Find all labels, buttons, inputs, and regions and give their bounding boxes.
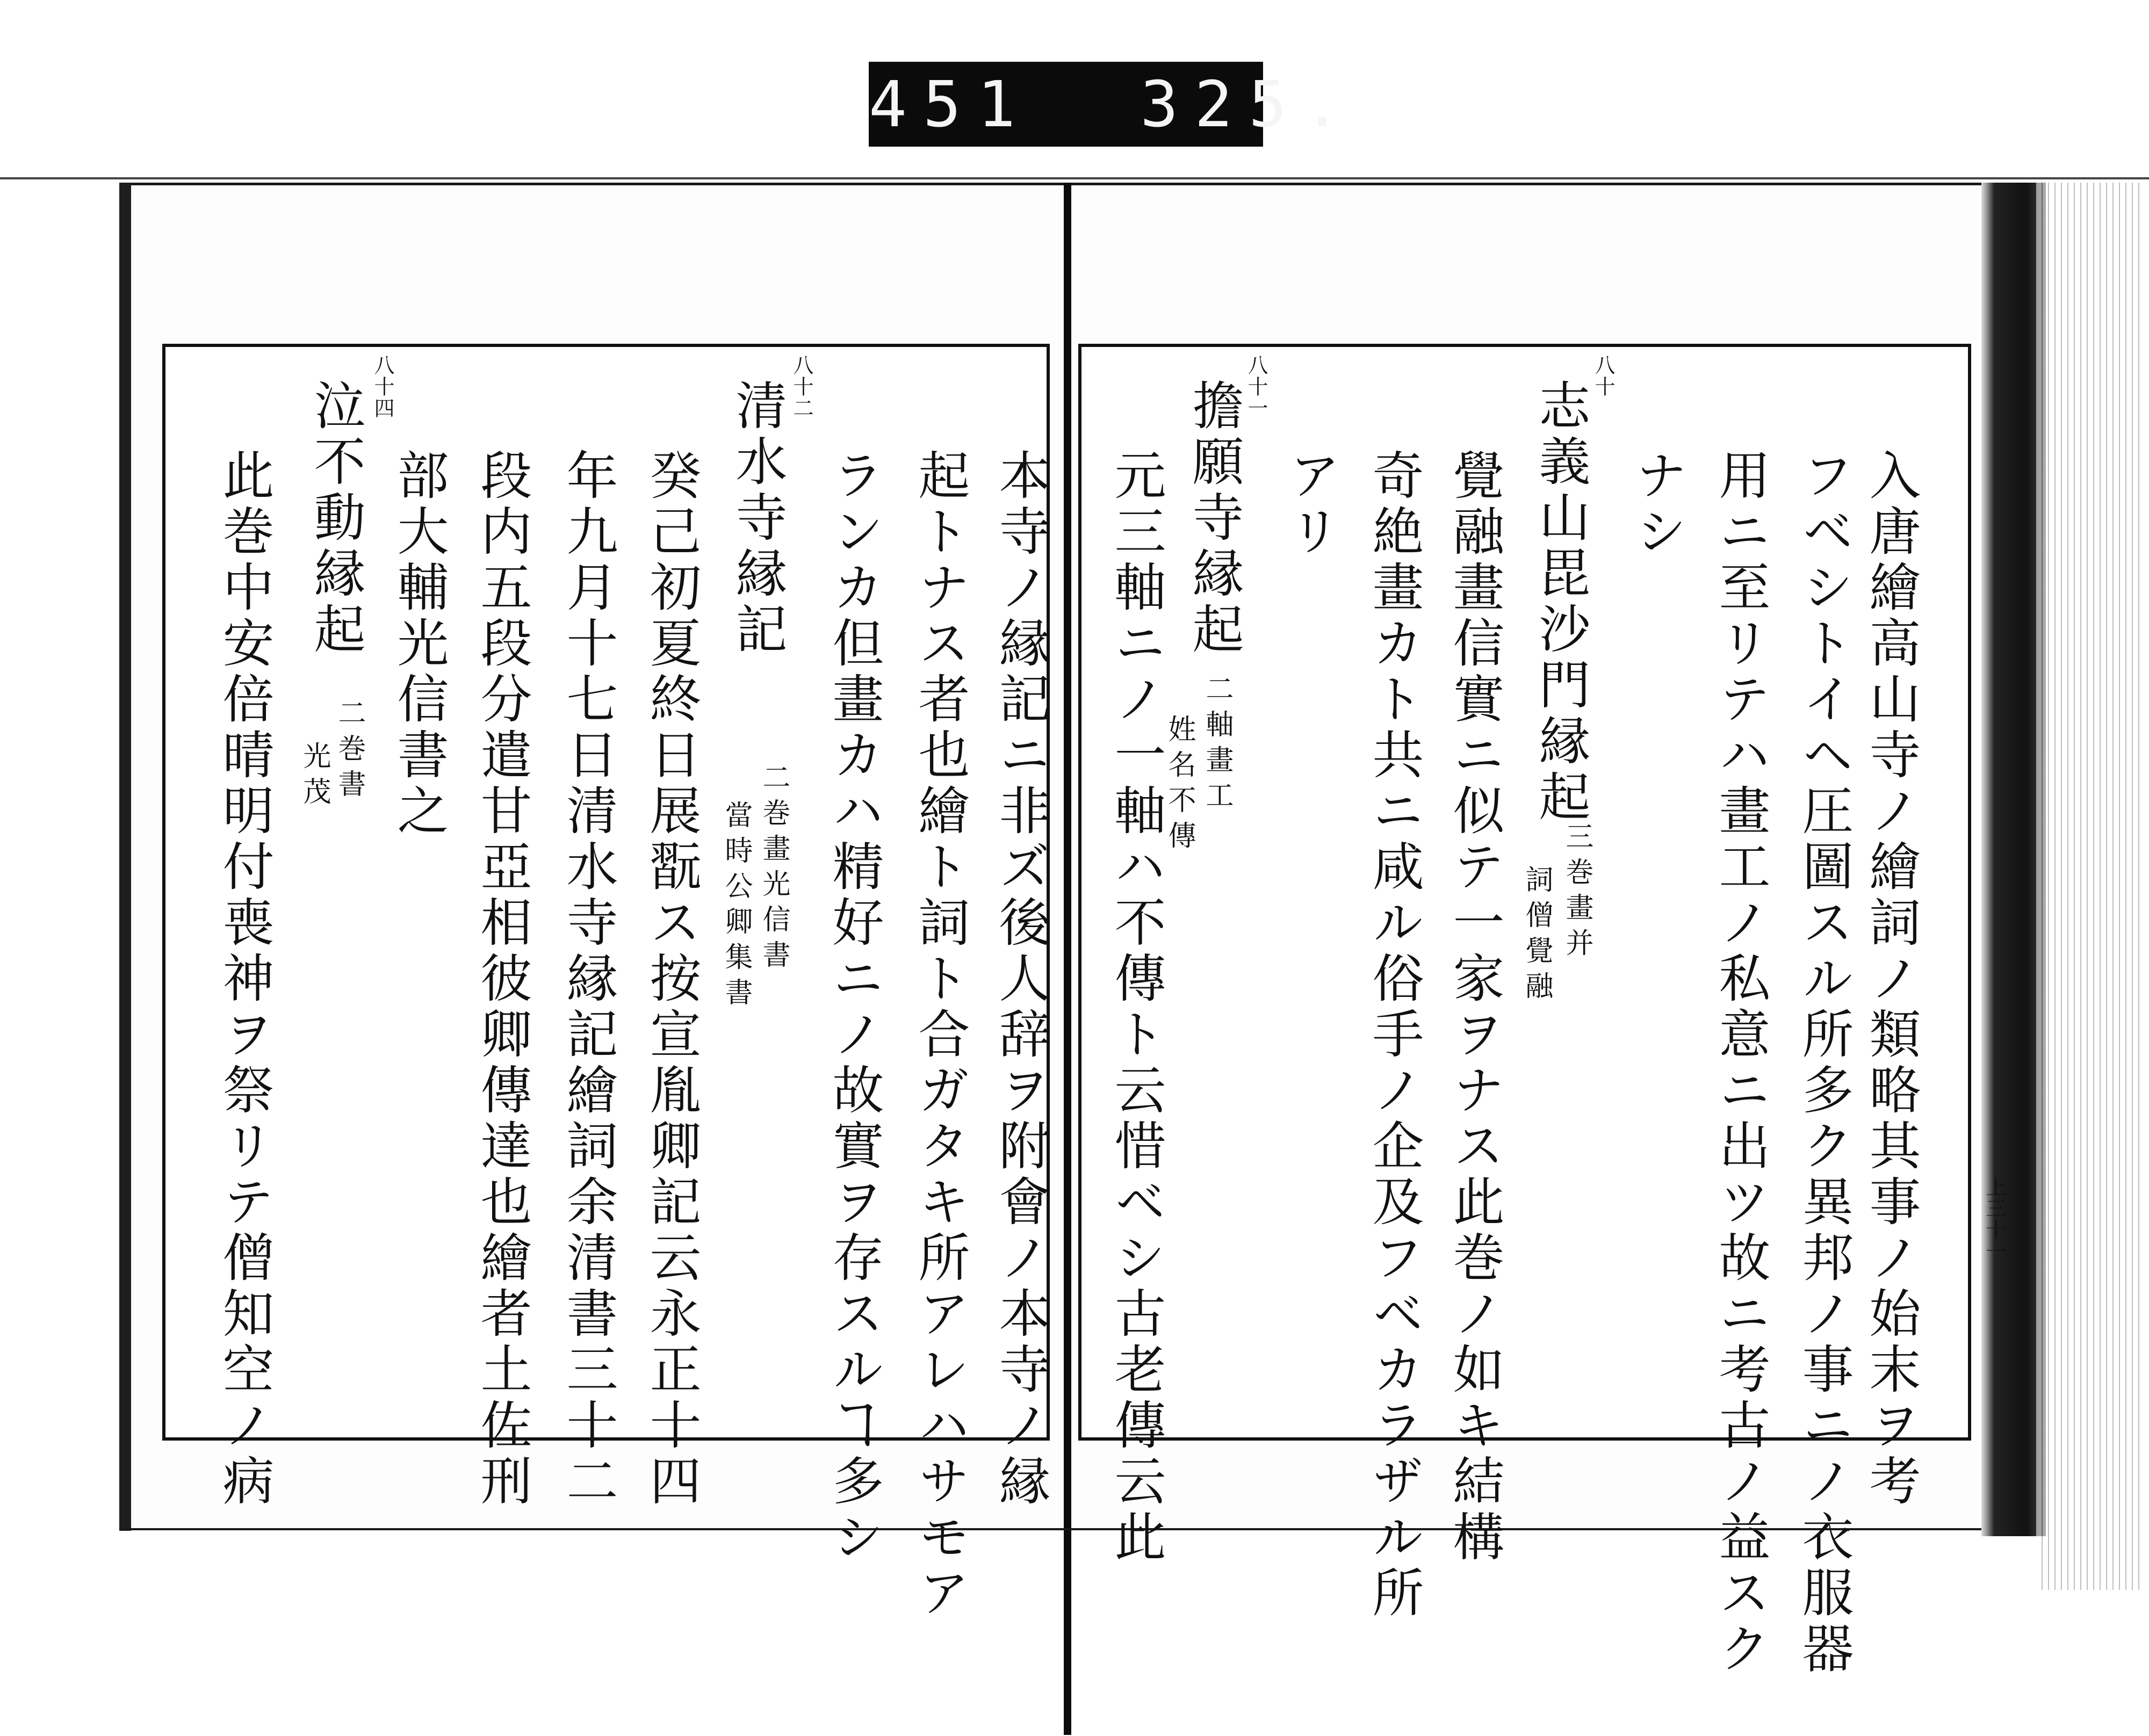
- text-column: アリ: [1281, 449, 1341, 560]
- entry-note: 光茂: [298, 741, 330, 812]
- entry-title: 擔願寺縁起: [1184, 379, 1244, 658]
- entry-number: 八十: [1591, 355, 1615, 397]
- entry-note: 當時公卿集書: [720, 800, 752, 1013]
- entry-number: 八十二: [790, 355, 813, 419]
- text-column: 癸己初夏終日展翫ス按宣胤卿記云永正十四: [641, 449, 702, 1510]
- entry-note: 二軸畫工: [1201, 674, 1233, 816]
- text-column: 年九月十七日清水寺縁記繪詞余清書三十二: [558, 449, 618, 1510]
- text-column: 段内五段分遣甘亞相彼卿傳達也繪者土佐刑: [472, 449, 532, 1510]
- outer-frame-bottom: [119, 1528, 1981, 1530]
- outer-frame-top: [119, 183, 1981, 185]
- outer-frame-left: [119, 183, 131, 1531]
- page-edge-lines: [2036, 183, 2144, 1590]
- scan-top-rule: [0, 177, 2149, 179]
- text-column: 奇絶畫カト共ニ咸ル俗手ノ企及フベカラザル所: [1364, 449, 1424, 1622]
- text-column: 部大輔光信書之: [389, 449, 449, 840]
- entry-note: 二巻畫光信書: [758, 763, 790, 975]
- entry-title: 志義山毘沙門縁起: [1531, 379, 1591, 826]
- entry-number: 八十四: [371, 355, 394, 419]
- text-column: 此巻中安倍晴明付喪神ヲ祭リテ僧知空ノ病: [214, 449, 275, 1510]
- text-column: 用ニ至リテハ畫工ノ私意ニ出ツ故ニ考古ノ益スク: [1711, 449, 1771, 1677]
- archive-number-label: 451 325.: [869, 62, 1263, 147]
- text-column: ナシ: [1627, 449, 1688, 560]
- text-column: 起トナス者也繪ト詞ト合ガタキ所アレハサモア: [910, 449, 970, 1622]
- text-column: ランカ但畫カハ精好ニノ故實ヲ存スルヿ多シ: [824, 449, 884, 1566]
- entry-title: 清水寺縁記: [727, 379, 788, 658]
- entry-note: 姓名不傳: [1163, 714, 1195, 856]
- entry-note: 詞僧覺融: [1520, 865, 1553, 1007]
- entry-title: 泣不動縁起: [306, 379, 366, 658]
- entry-note: 三巻畫并: [1561, 822, 1593, 964]
- center-gutter: [1064, 183, 1071, 1735]
- text-column: 本寺ノ縁記ニ非ズ後人辞ヲ附會ノ本寺ノ縁: [991, 449, 1051, 1510]
- entry-number: 八十一: [1244, 355, 1268, 419]
- text-column: フベシトイヘ圧圖スル所多ク異邦ノ事ニノ衣服器: [1794, 449, 1854, 1677]
- text-column: 入唐繪高山寺ノ繪詞ノ類略其事ノ始末ヲ考: [1861, 449, 1921, 1510]
- text-column: 覺融畫信實ニ似テ一家ヲナス此巻ノ如キ結構: [1445, 449, 1505, 1566]
- folio-number: 上三十一: [1982, 1176, 2006, 1262]
- text-column: 元三軸ニノ一軸ハ不傳ト云惜ベシ古老傳云此: [1106, 449, 1166, 1566]
- entry-note: 二巻書: [333, 698, 365, 805]
